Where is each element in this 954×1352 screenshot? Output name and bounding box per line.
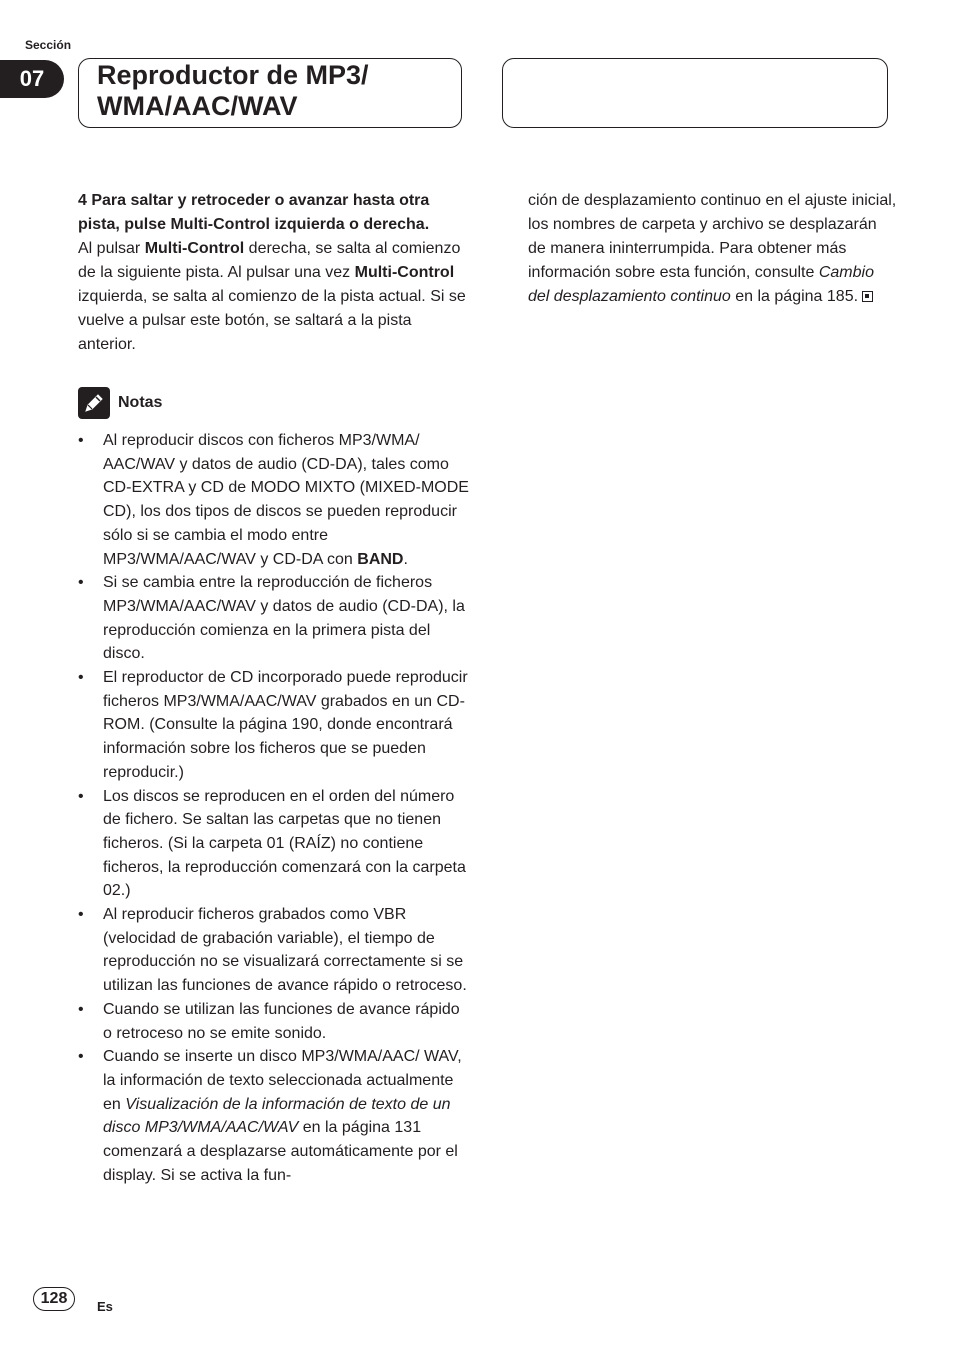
notes-header: [78, 387, 470, 419]
notes-list: [78, 429, 470, 1188]
note-item: • Al reproducir discos con ficheros MP3/WMA/ AAC/WAV y datos de audio (CD-DA), tales como CD-EXTRA y CD de MODO MIXTO (MIXED-MODE CD), los dos tipos de discos se pueden reproducir sólo si se cambia el modo entre MP3/WMA/AAC/WAV y CD-DA con BAND.: [78, 429, 470, 571]
note-item: • Cuando se utilizan las funciones de avance rápido o retroceso no se emite sonido.: [78, 998, 470, 1045]
bullet-icon: •: [78, 1048, 84, 1066]
note-item: • Si se cambia entre la reproducción de ficheros MP3/WMA/AAC/WAV y datos de audio (CD-DA), la reproducción comienza en la primera pista del disco.: [78, 571, 470, 666]
note-item: • Al reproducir ficheros grabados como VBR (velocidad de grabación variable), el tiempo de reproducción no se visualizará correctamente si se utilizan las funciones de avance rápido o retroceso.: [78, 903, 470, 998]
bullet-icon: •: [78, 906, 84, 924]
bullet-icon: •: [78, 1000, 84, 1018]
step-heading: 4 Para saltar y retroceder o avanzar hasta otra pista, pulse Multi-Control izquierda o derecha.: [78, 192, 430, 233]
left-column: [78, 189, 470, 1188]
note-item: • El reproductor de CD incorporado puede reproducir ficheros MP3/WMA/AAC/WAV grabados en un CD-ROM. (Consulte la página 190, donde encontrará información sobre los ficheros que se pueden reproducir.): [78, 666, 470, 785]
continuation-text: ción de desplazamiento continuo en el ajuste inicial, los nombres de carpeta y archivo se desplazarán de manera ininterrumpida. Para obtener más información sobre esta función, consulte Cambio del desplazamiento continuo en la página 185.: [528, 192, 897, 305]
bullet-icon: •: [78, 787, 84, 805]
section-label: Sección: [25, 38, 72, 52]
step-description: Al pulsar Multi-Control derecha, se salta al comienzo de la siguiente pista. Al pulsar una vez Multi-Control izquierda, se salta al comienzo de la pista actual. Si se vuelve a pulsar este botón, se saltará a la pista anterior.: [78, 240, 466, 353]
bullet-icon: •: [78, 669, 84, 687]
notes-title: Notas: [118, 394, 163, 411]
title-frame-right: [502, 58, 888, 128]
end-mark-icon: [862, 291, 873, 302]
note-item: • Los discos se reproducen en el orden del número de fichero. Se saltan las carpetas que no tienen ficheros. (Si la carpeta 01 (RAÍZ) no contiene ficheros, la reproducción comenzará con la carpeta 02.): [78, 785, 470, 904]
note-item: • Cuando se inserte un disco MP3/WMA/AAC/ WAV, la información de texto seleccionada actualmente en Visualización de la información de texto de un disco MP3/WMA/AAC/WAV en la página 131 comenzará a desplazarse automáticamente por el display. Si se activa la fun-: [78, 1045, 470, 1187]
bullet-icon: •: [78, 574, 84, 592]
section-number-badge: 07: [0, 60, 64, 98]
bullet-icon: •: [78, 432, 84, 449]
page-title: Reproductor de MP3/ WMA/AAC/WAV: [97, 60, 369, 121]
pencil-icon: [78, 387, 110, 419]
language-code: Es: [97, 1299, 113, 1314]
right-column: [528, 189, 898, 309]
page-number: 128: [33, 1287, 75, 1311]
